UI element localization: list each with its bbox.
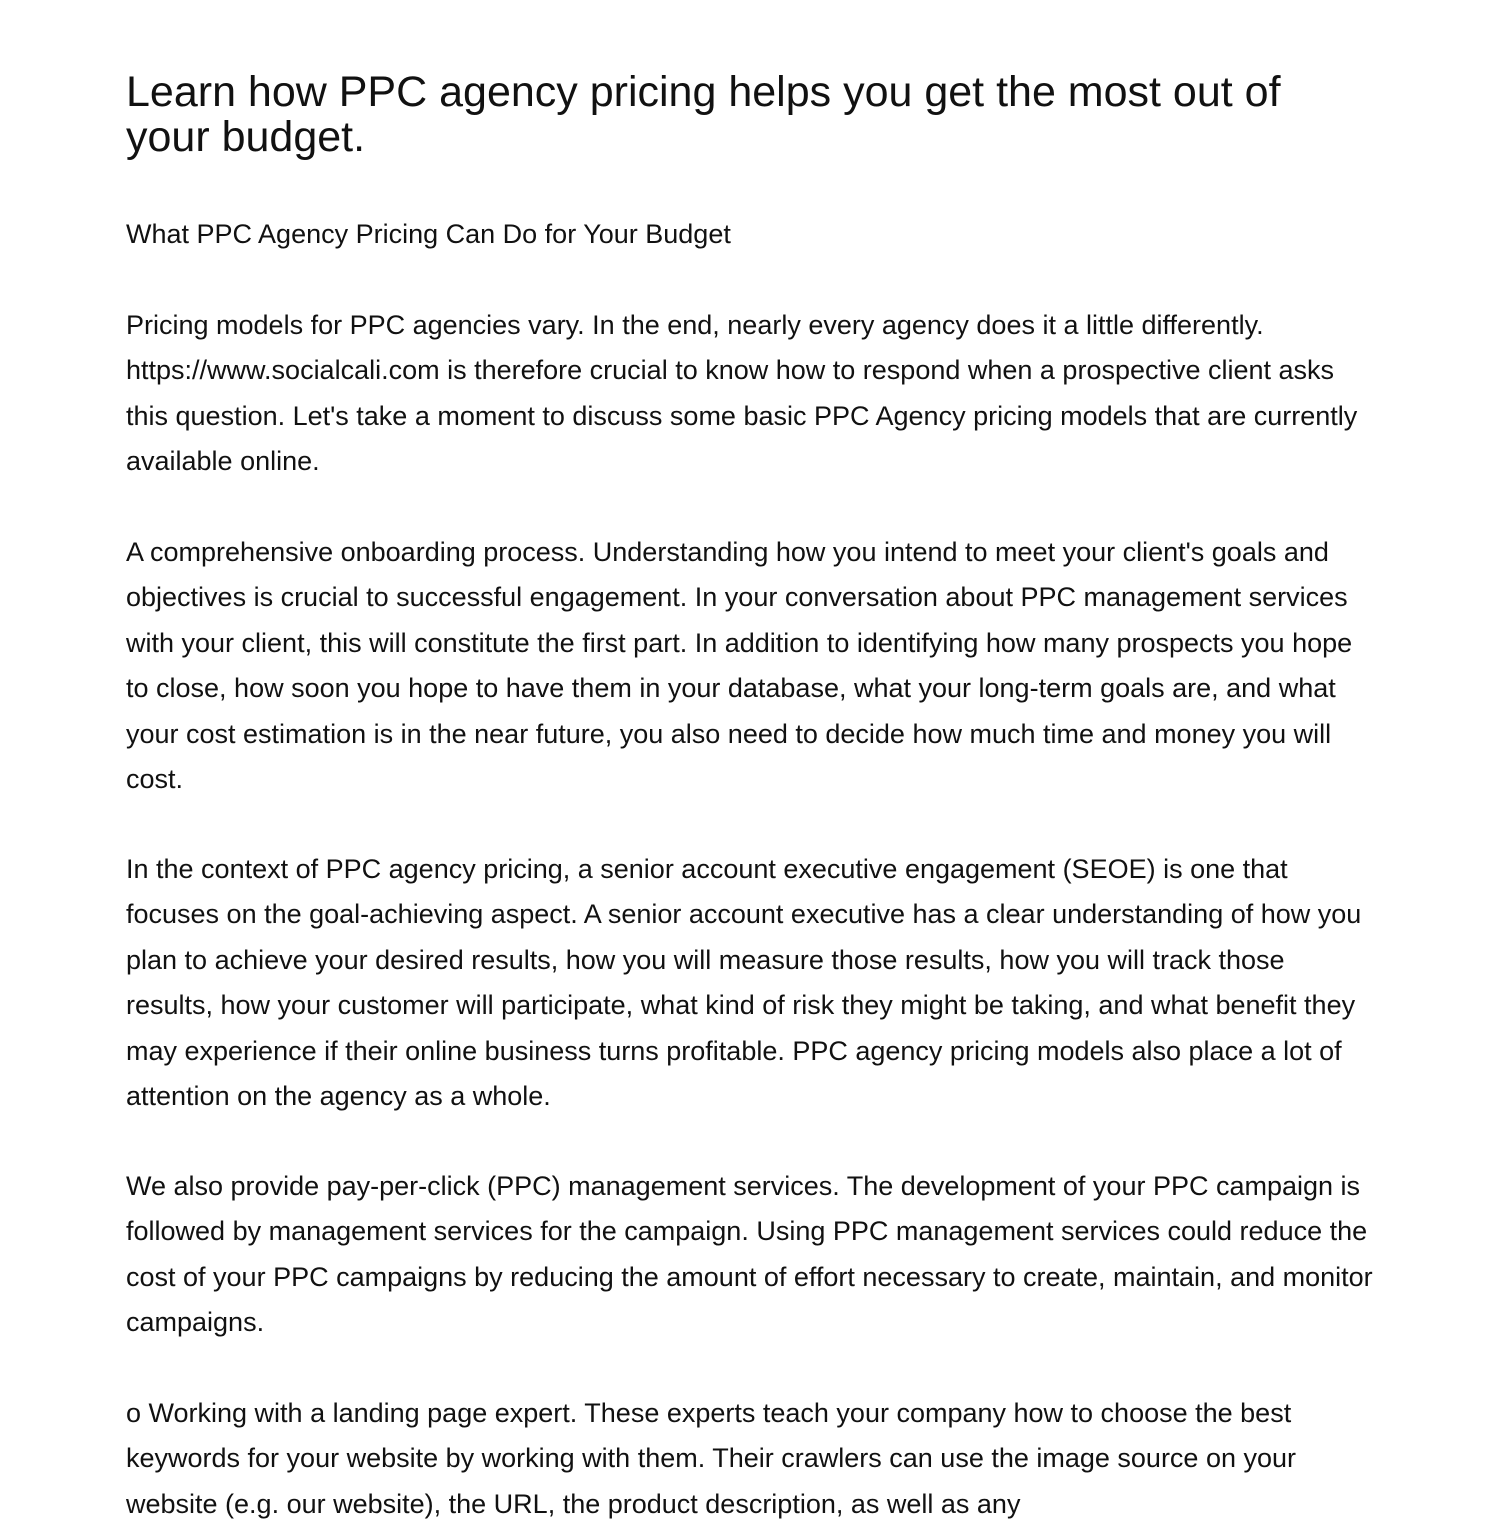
document-title: Learn how PPC agency pricing helps you get the most out of your budget. (126, 68, 1281, 161)
paragraph-onboarding: A comprehensive onboarding process. Understanding how you intend to meet your client's goals and objectives is crucial to successful engagement. In your conversation about PPC management services with your client, this will constitute the first part. In addition to identifying how many prospects you hope to close, how soon you hope to have them in your database, what your long-term goals are, and what your cost estimation is in the near future, you also need to decide how much time and money you will cost. (126, 537, 1353, 795)
paragraph-ppc-management: We also provide pay-per-click (PPC) management services. The development of your PPC campaign is followed by management services for the campaign. Using PPC management services could reduce the cost of your PPC campaigns by reducing the amount of effort necessary to create, maintain, and monitor campaigns. (126, 1171, 1373, 1338)
paragraph-pricing-models: Pricing models for PPC agencies vary. In the end, nearly every agency does it a little differently. https://www.socialcali.com is therefore crucial to know how to respond when a prospective client asks this question. Let's take a moment to discuss some basic PPC Agency pricing models that are currently available online. (126, 310, 1358, 477)
paragraph-landing-page-expert: o Working with a landing page expert. These experts teach your company how to choose the best keywords for your website by working with them. Their crawlers can use the image source on your website (e.g. our website), the URL, the product description, as well as any (126, 1398, 1297, 1519)
document-subtitle: What PPC Agency Pricing Can Do for Your Budget (126, 219, 731, 249)
paragraph-senior-account-executive: In the context of PPC agency pricing, a senior account executive engagement (SEOE) is one that focuses on the goal-achieving aspect. A senior account executive has a clear understanding of how you plan to achieve your desired results, how you will measure those results, how you will track those results, how your customer will participate, what kind of risk they might be taking, and what benefit they may experience if their online business turns profitable. PPC agency pricing models also place a lot of attention on the agency as a whole. (126, 854, 1362, 1112)
